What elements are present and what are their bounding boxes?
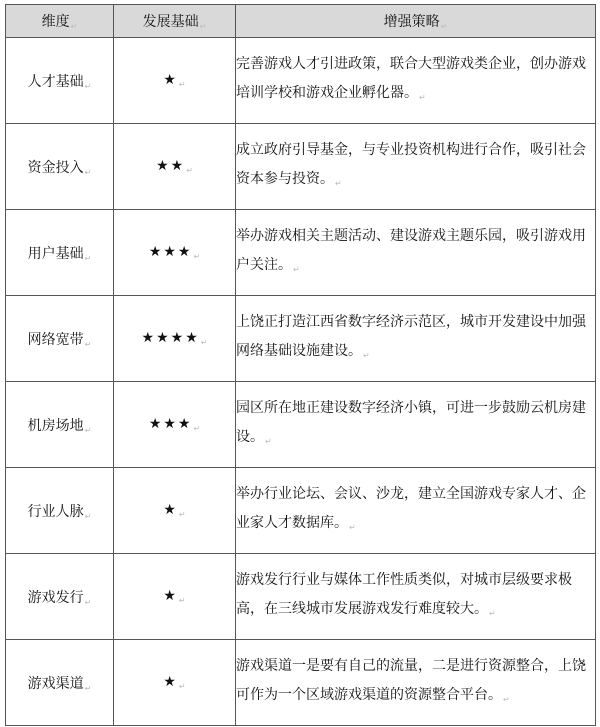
dimension-cell: 用户基础$_↵$: [6, 210, 114, 296]
table-row: [6, 210, 596, 296]
rating-stars: $★_↵$: [114, 640, 236, 726]
strategy-cell: 游戏渠道一是要有自己的流量，二是进行资源整合，上饶可作为一个区域游戏渠道的资源整合平台。$_↵$: [236, 640, 596, 726]
rating-stars: $★_↵$: [114, 468, 236, 554]
dimension-cell: 行业人脉$_↵$: [6, 468, 114, 554]
strategy-cell: 园区所在地正建设数字经济小镇，可进一步鼓励云机房建设。$_↵$: [236, 382, 596, 468]
dimension-cell: 机房场地$_↵$: [6, 382, 114, 468]
table-row: [6, 468, 596, 554]
dimension-cell: 资金投入$_↵$: [6, 124, 114, 210]
table-row: [6, 554, 596, 640]
table-row: [6, 124, 596, 210]
strategy-cell: 成立政府引导基金，与专业投资机构进行合作，吸引社会资本参与投资。$_↵$: [236, 124, 596, 210]
dimension-cell: 游戏发行$_↵$: [6, 554, 114, 640]
rating-stars: $★★★_↵$: [114, 382, 236, 468]
header-cell-strategy: 增强策略$_↵$: [236, 5, 596, 38]
dimension-cell: 人才基础$_↵$: [6, 38, 114, 124]
header-cell-foundation: 发展基础$_↵$: [114, 5, 236, 38]
rating-stars: $★★_↵$: [114, 124, 236, 210]
rating-stars: $★★★_↵$: [114, 210, 236, 296]
strategy-cell: 举办游戏相关主题活动、建设游戏主题乐园，吸引游戏用户关注。$_↵$: [236, 210, 596, 296]
table-row: [6, 640, 596, 726]
strategy-cell: 举办行业论坛、会议、沙龙，建立全国游戏专家人才、企业家人才数据库。$_↵$: [236, 468, 596, 554]
dimension-cell: 游戏渠道$_↵$: [6, 640, 114, 726]
table-row: [6, 38, 596, 124]
rating-stars: $★_↵$: [114, 554, 236, 640]
rating-stars: $★_↵$: [114, 38, 236, 124]
table-row: [6, 382, 596, 468]
strategy-cell: 上饶正打造江西省数字经济示范区，城市开发建设中加强网络基础设施建设。$_↵$: [236, 296, 596, 382]
strategy-cell: 游戏发行行业与媒体工作性质类似，对城市层级要求极高，在三线城市发展游戏发行难度较大。$_↵$: [236, 554, 596, 640]
dimension-cell: 网络宽带$_↵$: [6, 296, 114, 382]
header-cell-dimension: 维度$_↵$: [6, 5, 114, 38]
table-row: [6, 296, 596, 382]
strategy-cell: 完善游戏人才引进政策，联合大型游戏类企业，创办游戏培训学校和游戏企业孵化器。$_↵$: [236, 38, 596, 124]
header-row: [6, 5, 596, 38]
rating-stars: $★★★★_↵$: [114, 296, 236, 382]
strategy-table: [5, 4, 596, 726]
